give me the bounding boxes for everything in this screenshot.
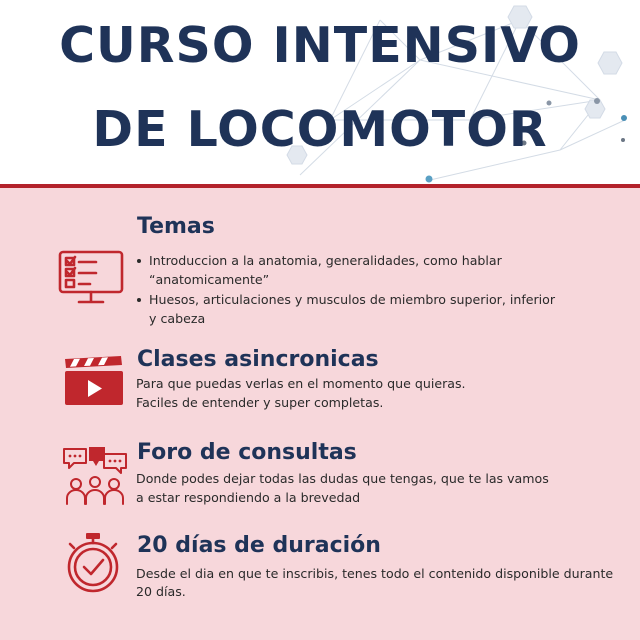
section-title-clases: Clases asincronicas [137, 347, 379, 372]
section-title-foro: Foro de consultas [137, 440, 357, 465]
clases-line-1: Para que puedas verlas en el momento que quieras. [136, 376, 466, 391]
checklist-monitor-icon [58, 250, 124, 306]
list-item: Introduccion a la anatomia, generalidades, como hablar “anatomicamente” [136, 251, 566, 289]
stopwatch-icon [64, 532, 122, 594]
duracion-line-2: 20 días. [136, 584, 186, 599]
list-item: Huesos, articulaciones y musculos de miembro superior, inferior y cabeza [136, 290, 566, 328]
forum-people-icon [62, 446, 128, 508]
section-title-duracion: 20 días de duración [137, 533, 381, 558]
foro-line-1: Donde podes dejar todas las dudas que tengas, que te las vamos [136, 471, 549, 486]
page-title-line-1: CURSO INTENSIVO [59, 17, 581, 74]
foro-line-2: a estar respondiendo a la brevedad [136, 490, 361, 505]
duracion-line-1: Desde el dia en que te inscribis, tenes todo el contenido disponible durante [136, 566, 614, 581]
topics-list [136, 251, 566, 329]
section-title-temas: Temas [137, 214, 215, 239]
page-title-line-2: DE LOCOMOTOR [92, 101, 548, 158]
header [0, 0, 640, 184]
video-clapper-icon [64, 356, 124, 406]
clases-line-2: Faciles de entender y super completas. [136, 395, 384, 410]
